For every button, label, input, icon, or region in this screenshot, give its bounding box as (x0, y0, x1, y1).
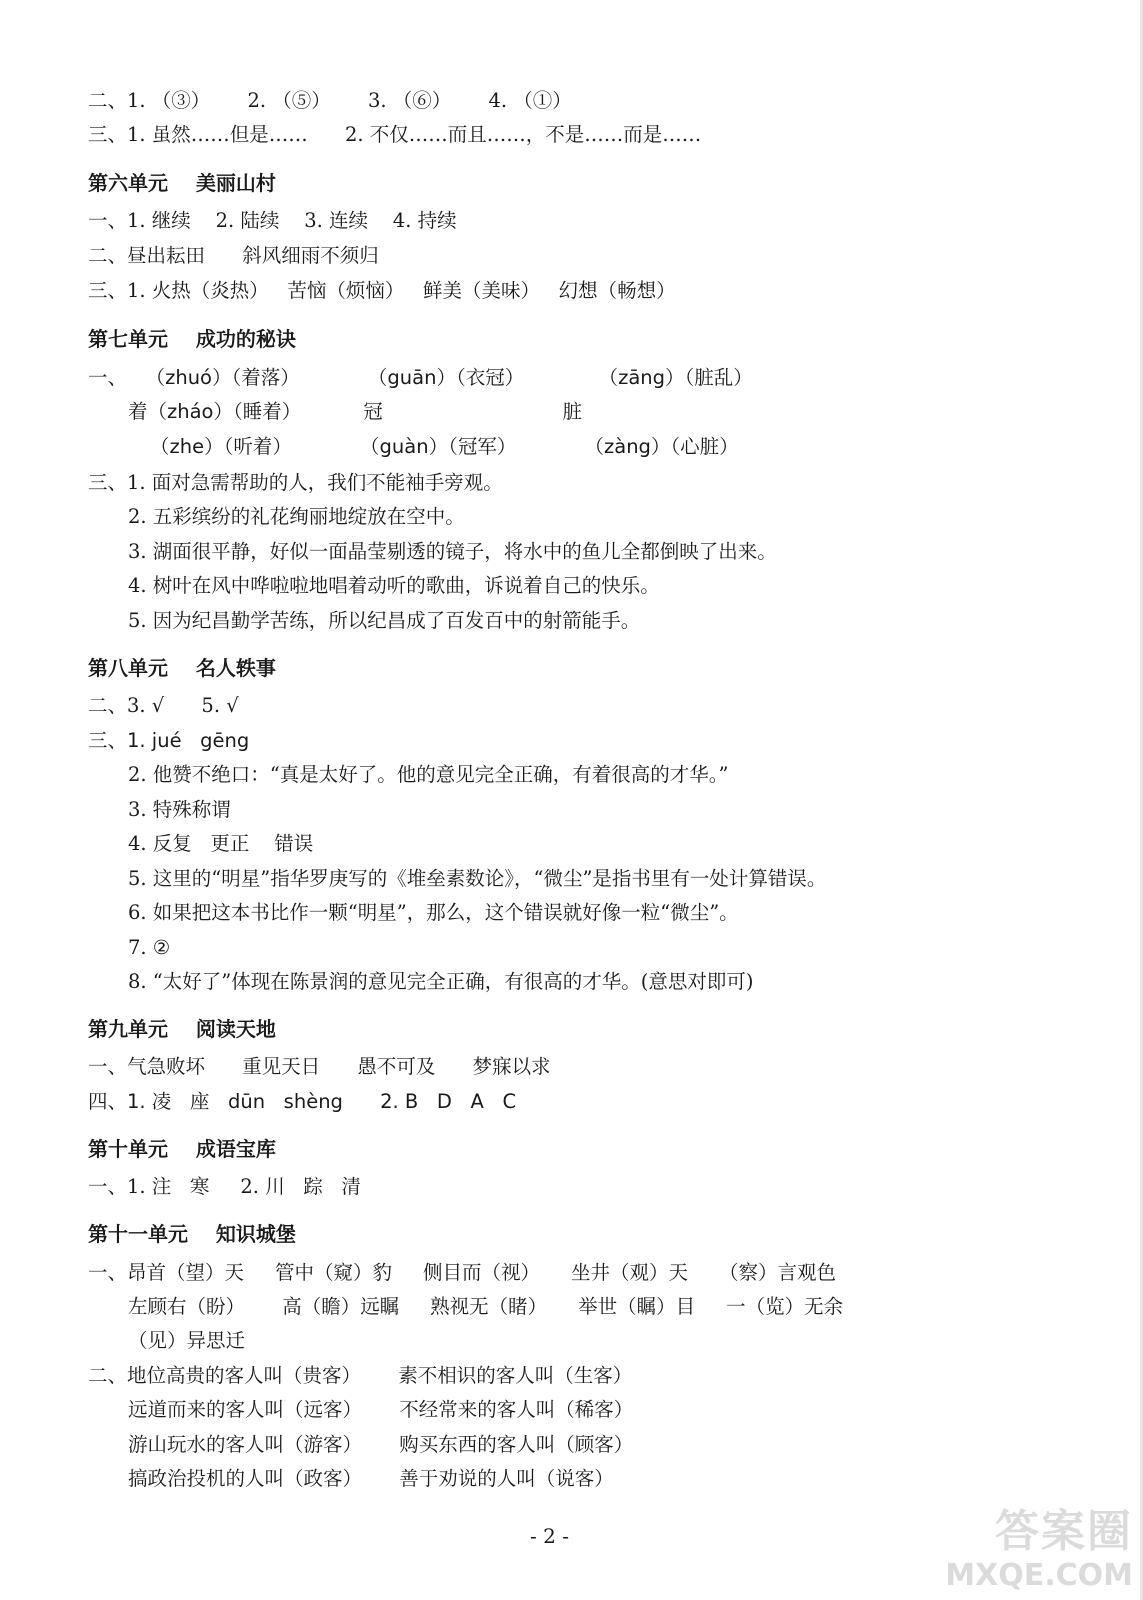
answer-line: 5. 因为纪昌勤学苦练，所以纪昌成了百发百中的射箭能手。 (128, 609, 641, 632)
answer-line: 游山玩水的客人叫（游客） 购买东西的客人叫（顾客） (128, 1433, 634, 1456)
section-heading: 第十单元 成语宝库 (88, 1137, 276, 1161)
answer-line: 2. 五彩缤纷的礼花绚丽地绽放在空中。 (128, 505, 465, 528)
answer-line: （zhe）（听着） （guàn）（冠军） （zàng）（心脏） (150, 435, 739, 458)
section-heading: 第九单元 阅读天地 (88, 1017, 276, 1041)
answer-line: 4. 反复 更正 错误 (128, 832, 314, 855)
answer-line: 2. 他赞不绝口：“真是太好了。他的意见完全正确，有着很高的才华。” (128, 763, 729, 786)
section-heading: 第七单元 成功的秘诀 (88, 327, 296, 351)
watermark-url: MXQE.COM (945, 1558, 1133, 1593)
answer-line: 二、3. √ 5. √ (88, 694, 239, 717)
answer-line: 着（zháo）（睡着） 冠 脏 (128, 400, 582, 423)
answer-line: 一、 （zhuó）（着落） （guān）（衣冠） （zāng）（脏乱） (88, 366, 753, 389)
answer-line: 左顾右（盼） 高（瞻）远瞩 熟视无（睹） 举世（瞩）目 一（览）无余 (128, 1295, 844, 1318)
answer-line: 6. 如果把这本书比作一颗“明星”，那么，这个错误就好像一粒“微尘”。 (128, 901, 739, 924)
answer-line: 三、1. jué gēng (88, 729, 250, 752)
answer-line: 4. 树叶在风中哗啦啦地唱着动听的歌曲，诉说着自己的快乐。 (128, 574, 660, 597)
answer-line: 一、1. 继续 2. 陆续 3. 连续 4. 持续 (88, 209, 457, 232)
answer-line: 8. “太好了”体现在陈景润的意见完全正确，有很高的才华。(意思对即可) (128, 970, 754, 993)
answer-line: 3. 湖面很平静，好似一面晶莹剔透的镜子，将水中的鱼儿全都倒映了出来。 (128, 540, 777, 563)
answer-line: 3. 特殊称谓 (128, 798, 231, 821)
answer-line: 三、1. 火热（炎热） 苦恼（烦恼） 鲜美（美味） 幻想（畅想） (88, 279, 676, 302)
answer-line: 三、1. 虽然……但是…… 2. 不仅……而且……，不是……而是…… (88, 123, 702, 146)
answer-line: 二、地位高贵的客人叫（贵客） 素不相识的客人叫（生客） (88, 1364, 633, 1387)
section-heading: 第六单元 美丽山村 (88, 171, 276, 195)
watermark-logo (918, 1505, 1133, 1597)
answer-line: 7. ② (128, 936, 171, 959)
answer-line: 二、昼出耘田 斜风细雨不须归 (88, 244, 379, 267)
page-number: - 2 - (530, 1524, 569, 1548)
answer-line: 二、1. （③） 2. （⑤） 3. （⑥） 4. （①） (88, 89, 572, 112)
answer-line: 一、昂首（望）天 管中（窥）豹 侧目而（视） 坐井（观）天 （察）言观色 (88, 1261, 836, 1284)
answer-line: 一、气急败坏 重见天日 愚不可及 梦寐以求 (88, 1055, 551, 1078)
answer-line: 搞政治投机的人叫（政客） 善于劝说的人叫（说客） (128, 1467, 614, 1490)
answer-line: （见）异思迁 (128, 1329, 246, 1352)
answer-line: 5. 这里的“明星”指华罗庚写的《堆垒素数论》，“微尘”是指书里有一处计算错误。 (128, 867, 827, 890)
watermark-text: 答案圈 (995, 1506, 1133, 1557)
answer-line: 远道而来的客人叫（远客） 不经常来的客人叫（稀客） (128, 1398, 634, 1421)
answer-line: 一、1. 注 寒 2. 川 踪 清 (88, 1175, 361, 1198)
answer-line: 四、1. 凌 座 dūn shèng 2. B D A C (88, 1090, 517, 1113)
answer-line: 三、1. 面对急需帮助的人，我们不能袖手旁观。 (88, 471, 503, 494)
section-heading: 第八单元 名人轶事 (88, 656, 276, 680)
section-heading: 第十一单元 知识城堡 (88, 1222, 296, 1246)
